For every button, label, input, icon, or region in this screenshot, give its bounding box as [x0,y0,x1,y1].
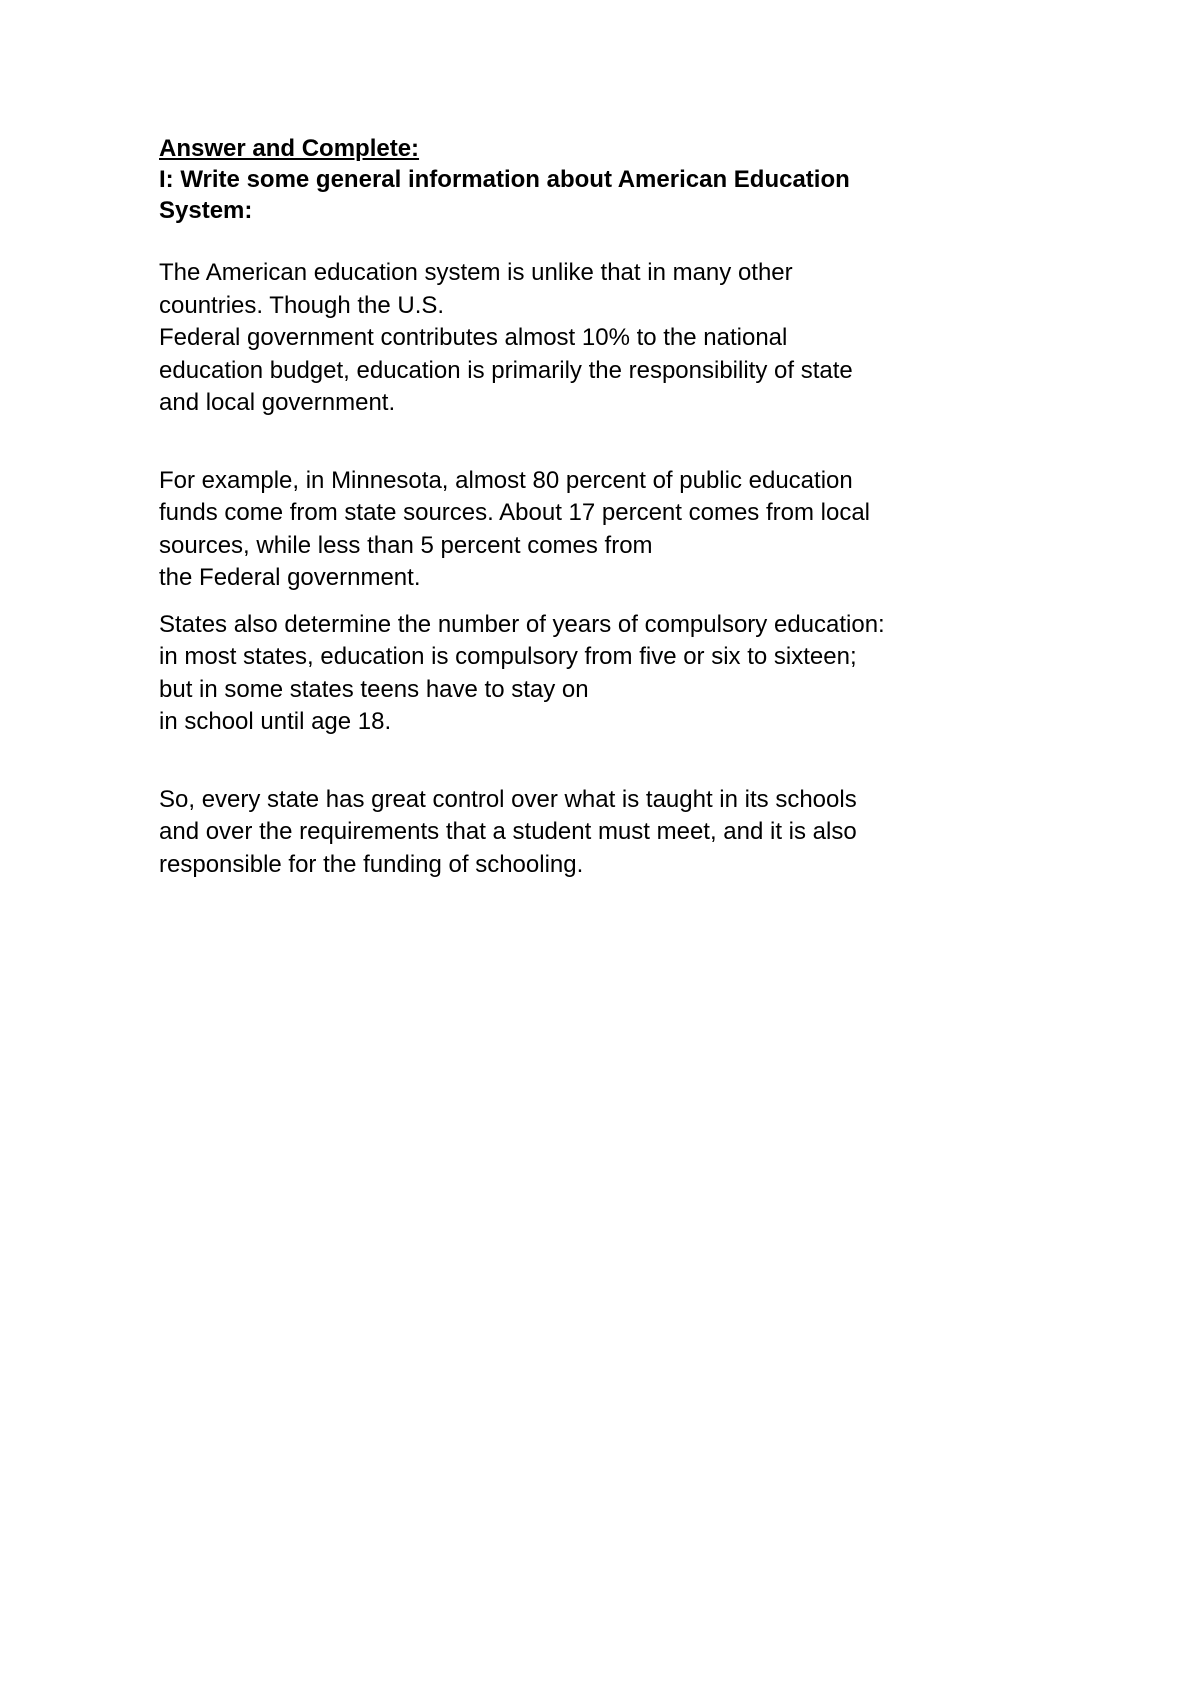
question-line: System: [159,197,253,224]
text-line: in school until age 18. [159,708,392,735]
text-line: Federal government contributes almost 10% to the national [159,324,788,351]
text-line: but in some states teens have to stay on [159,675,589,703]
text-line: For example, in Minnesota, almost 80 percent of public education [159,466,853,494]
paragraph-compulsory-education [159,609,1059,739]
question-heading [159,164,1059,226]
document-title: Answer and Complete: [159,135,420,162]
text-line: countries. Though the U.S. [159,291,445,319]
document-content [159,133,1059,881]
paragraph-intro [159,257,1059,420]
text-line: in most states, education is compulsory from five or six to sixteen; [159,643,857,670]
text-line: States also determine the number of years of compulsory education: [159,610,885,638]
text-line: the Federal government. [159,564,421,591]
text-line: and over the requirements that a student must meet, and it is also [159,818,857,845]
text-line: The American education system is unlike that in many other [159,259,793,286]
text-line: So, every state has great control over what is taught in its schools [159,785,857,813]
text-line: funds come from state sources. About 17 percent comes from local [159,499,870,526]
text-line: responsible for the funding of schooling. [159,850,584,878]
question-line: I: Write some general information about American Education [159,166,850,193]
text-line: sources, while less than 5 percent comes from [159,531,653,559]
paragraph-minnesota-example [159,465,1059,595]
text-line: and local government. [159,389,396,416]
text-line: education budget, education is primarily the responsibility of state [159,356,853,384]
paragraph-conclusion [159,784,1059,882]
